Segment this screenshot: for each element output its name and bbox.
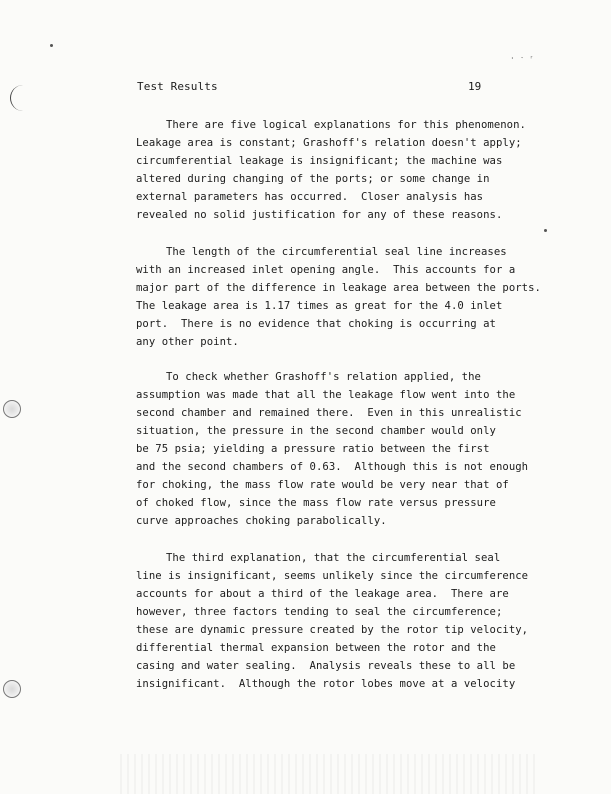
text-line: external parameters has occurred. Closer analysis has [136, 191, 484, 203]
text-line: casing and water sealing. Analysis reveals these to all be [136, 660, 516, 672]
text-line: The third explanation, that the circumferential seal [166, 552, 501, 564]
text-line: Leakage area is constant; Grashoff's relation doesn't apply; [136, 137, 522, 149]
scan-noise [120, 754, 540, 794]
text-line: second chamber and remained there. Even in this unrealistic [136, 407, 522, 419]
running-header: Test Results [137, 80, 218, 93]
text-line: major part of the difference in leakage area between the ports. [136, 282, 541, 294]
scan-speck [50, 44, 53, 47]
text-line: situation, the pressure in the second chamber would only [136, 425, 496, 437]
text-line: these are dynamic pressure created by the rotor tip velocity, [136, 624, 529, 636]
paragraph [136, 243, 541, 351]
page-number: 19 [468, 80, 482, 93]
text-line: insignificant. Although the rotor lobes move at a velocity [136, 678, 516, 690]
paragraph [136, 116, 536, 224]
text-line: revealed no solid justification for any of these reasons. [136, 209, 503, 221]
text-line: with an increased inlet opening angle. This accounts for a [136, 264, 516, 276]
scan-corner-mark: ˒ ˑ ʳ [510, 54, 535, 63]
text-line: To check whether Grashoff's relation applied, the [166, 371, 481, 383]
text-line: The length of the circumferential seal line increases [166, 246, 507, 258]
text-line: and the second chambers of 0.63. Although this is not enough [136, 461, 529, 473]
binder-hole [3, 400, 21, 418]
paragraph [136, 368, 536, 530]
text-line: The leakage area is 1.17 times as great for the 4.0 inlet [136, 300, 503, 312]
text-line: however, three factors tending to seal the circumference; [136, 606, 503, 618]
scan-speck [544, 229, 547, 232]
text-line: any other point. [136, 336, 239, 348]
text-line: of choked flow, since the mass flow rate versus pressure [136, 497, 496, 509]
margin-bracket-mark [10, 85, 25, 111]
text-line: differential thermal expansion between the rotor and the [136, 642, 496, 654]
text-line: for choking, the mass flow rate would be very near that of [136, 479, 509, 491]
text-line: curve approaches choking parabolically. [136, 515, 387, 527]
text-line: assumption was made that all the leakage flow went into the [136, 389, 516, 401]
text-line: altered during changing of the ports; or some change in [136, 173, 490, 185]
text-line: accounts for about a third of the leakage area. There are [136, 588, 509, 600]
paragraph [136, 549, 536, 693]
text-line: There are five logical explanations for this phenomenon. [166, 119, 526, 131]
text-line: line is insignificant, seems unlikely since the circumference [136, 570, 529, 582]
binder-hole [3, 680, 21, 698]
text-line: be 75 psia; yielding a pressure ratio between the first [136, 443, 490, 455]
text-line: circumferential leakage is insignificant; the machine was [136, 155, 503, 167]
text-line: port. There is no evidence that choking is occurring at [136, 318, 496, 330]
